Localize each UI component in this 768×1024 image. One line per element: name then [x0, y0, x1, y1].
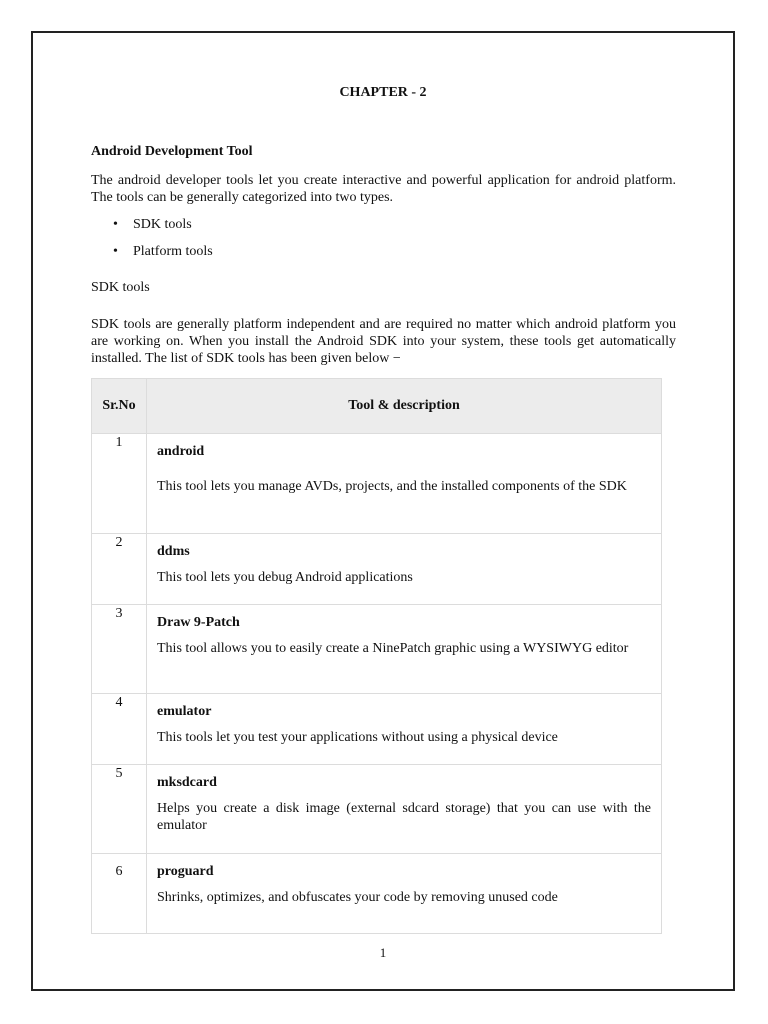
tool-description: This tool lets you debug Android applications	[157, 570, 413, 585]
sdk-paragraph: SDK tools are generally platform independent and are required no matter which android platform you are working on. When you install the Android SDK into your system, these tools get automatically installed. The list of SDK tools has been given below −	[91, 317, 676, 366]
tool-description: Shrinks, optimizes, and obfuscates your code by removing unused code	[157, 890, 558, 905]
tool-description: This tool lets you manage AVDs, projects, and the installed components of the SDK	[157, 479, 627, 494]
row-description-cell	[147, 534, 662, 605]
table-row	[92, 765, 662, 854]
sdk-tools-heading: SDK tools	[91, 280, 150, 295]
table-row	[92, 605, 662, 694]
bullet-icon: •	[113, 217, 118, 232]
list-item	[113, 216, 213, 243]
table-header-row	[92, 379, 662, 434]
tool-name: mksdcard	[157, 775, 217, 790]
tool-name: ddms	[157, 544, 190, 559]
row-number: 3	[92, 605, 147, 694]
table-row	[92, 534, 662, 605]
row-number: 2	[92, 534, 147, 605]
sdk-tools-table	[91, 378, 662, 934]
row-number: 5	[92, 765, 147, 854]
tool-name: android	[157, 444, 205, 459]
list-item	[113, 243, 213, 270]
document-page	[31, 31, 735, 991]
tool-description: Helps you create a disk image (external sdcard storage) that you can use with the emulator	[157, 801, 651, 833]
tool-types-list	[113, 216, 213, 270]
row-number: 4	[92, 694, 147, 765]
tool-name: emulator	[157, 704, 212, 719]
tool-name: Draw 9-Patch	[157, 615, 240, 630]
row-description-cell	[147, 765, 662, 854]
table-row	[92, 434, 662, 534]
tool-description: This tools let you test your applications without using a physical device	[157, 730, 558, 745]
intro-paragraph: The android developer tools let you create interactive and powerful application for android platform. The tools can be generally categorized into two types.	[91, 173, 676, 205]
row-number: 1	[92, 434, 147, 534]
chapter-title: CHAPTER - 2	[339, 85, 427, 100]
list-item-label: SDK tools	[133, 217, 192, 232]
row-description-cell	[147, 434, 662, 534]
row-description-cell	[147, 694, 662, 765]
row-number: 6	[92, 854, 147, 934]
bullet-icon: •	[113, 244, 118, 259]
section-heading: Android Development Tool	[91, 144, 253, 159]
table-row	[92, 854, 662, 934]
header-tool-description: Tool & description	[147, 379, 662, 434]
table-row	[92, 694, 662, 765]
tool-description: This tool allows you to easily create a NinePatch graphic using a WYSIWYG editor	[157, 641, 629, 656]
row-description-cell	[147, 605, 662, 694]
row-description-cell	[147, 854, 662, 934]
tool-name: proguard	[157, 864, 214, 879]
header-sr-no: Sr.No	[92, 379, 147, 434]
list-item-label: Platform tools	[133, 244, 213, 259]
page-number: 1	[379, 945, 387, 960]
